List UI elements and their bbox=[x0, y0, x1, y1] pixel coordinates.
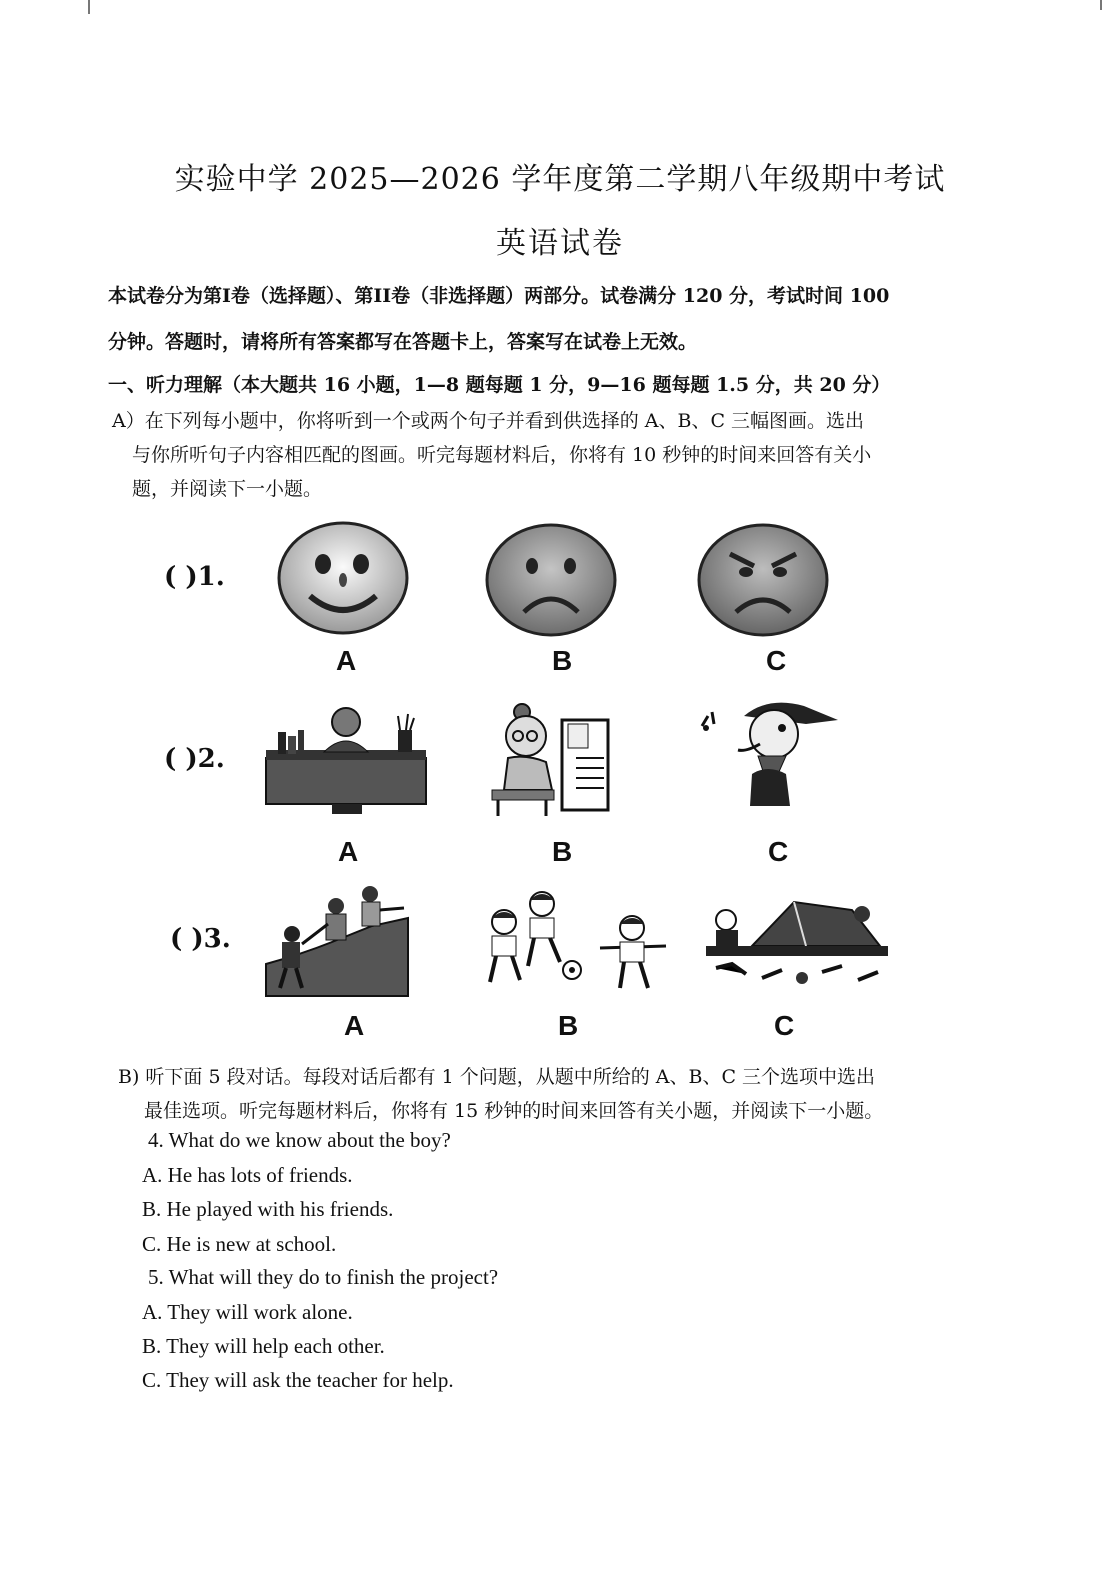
q3-option-c: C bbox=[774, 1010, 795, 1041]
exam-subtitle: 英语试卷 bbox=[496, 226, 624, 261]
scan-edge-mark-left bbox=[88, 0, 90, 14]
q3-option-a: A bbox=[344, 1010, 365, 1041]
part-a-line-3: 题，并阅读下一小题。 bbox=[132, 478, 323, 500]
reading-at-desk-image bbox=[262, 700, 432, 818]
question-5-option-b: B. They will help each other. bbox=[142, 1334, 385, 1358]
boys-playing-football-image bbox=[470, 884, 676, 1000]
scan-edge-mark-right bbox=[1100, 0, 1102, 10]
question-4-option-b: B. He played with his friends. bbox=[142, 1197, 394, 1221]
girl-playing-piano-image bbox=[486, 698, 614, 820]
angry-face-image bbox=[696, 522, 830, 638]
question-5-option-a: A. They will work alone. bbox=[142, 1300, 353, 1324]
happy-face-image bbox=[276, 520, 410, 636]
question-4-option-a: A. He has lots of friends. bbox=[142, 1163, 353, 1187]
hiking-group-image bbox=[262, 880, 412, 1000]
instructions-line-1: 本试卷分为第I卷（选择题）、第II卷（非选择题）两部分。试卷满分 120 分，考试时间 100 bbox=[108, 285, 890, 307]
question-4-option-c: C. He is new at school. bbox=[142, 1232, 337, 1256]
sad-face-image bbox=[484, 522, 618, 638]
q1-option-c: C bbox=[766, 645, 787, 676]
part-b-line-1: B) 听下面 5 段对话。每段对话后都有 1 个问题，从题中所给的 A、B、C 三个选项中选出 bbox=[118, 1066, 876, 1088]
exam-title: 实验中学 2025—2026 学年度第二学期八年级期中考试 bbox=[174, 162, 946, 197]
q2-option-a: A bbox=[338, 836, 359, 867]
picture-question-3-label: ( )3. bbox=[170, 924, 231, 954]
question-5-option-c: C. They will ask the teacher for help. bbox=[142, 1368, 454, 1392]
picture-question-2-label: ( )2. bbox=[164, 744, 225, 774]
q2-option-b: B bbox=[552, 836, 573, 867]
q3-option-b: B bbox=[558, 1010, 579, 1041]
q2-option-c: C bbox=[768, 836, 789, 867]
singing-girl-image bbox=[694, 690, 844, 818]
question-5-stem: 5. What will they do to finish the project? bbox=[148, 1265, 499, 1289]
instructions-line-2: 分钟。答题时，请将所有答案都写在答题卡上，答案写在试卷上无效。 bbox=[108, 331, 698, 353]
part-a-line-2: 与你所听句子内容相匹配的图画。听完每题材料后，你将有 10 秒钟的时间来回答有关小 bbox=[132, 444, 872, 466]
question-4-stem: 4. What do we know about the boy? bbox=[148, 1128, 451, 1152]
picture-question-1-label: ( )1. bbox=[164, 562, 225, 592]
camping-tent-image bbox=[702, 890, 892, 996]
part-a-line-1: A）在下列每小题中，你将听到一个或两个句子并看到供选择的 A、B、C 三幅图画。选出 bbox=[112, 410, 865, 432]
q1-option-a: A bbox=[336, 645, 357, 676]
q1-option-b: B bbox=[552, 645, 573, 676]
part-b-line-2: 最佳选项。听完每题材料后，你将有 15 秒钟的时间来回答有关小题，并阅读下一小题。 bbox=[144, 1100, 884, 1122]
section-1-heading: 一、听力理解（本大题共 16 小题，1—8 题每题 1 分，9—16 题每题 1.5 分，共 20 分） bbox=[108, 374, 891, 396]
